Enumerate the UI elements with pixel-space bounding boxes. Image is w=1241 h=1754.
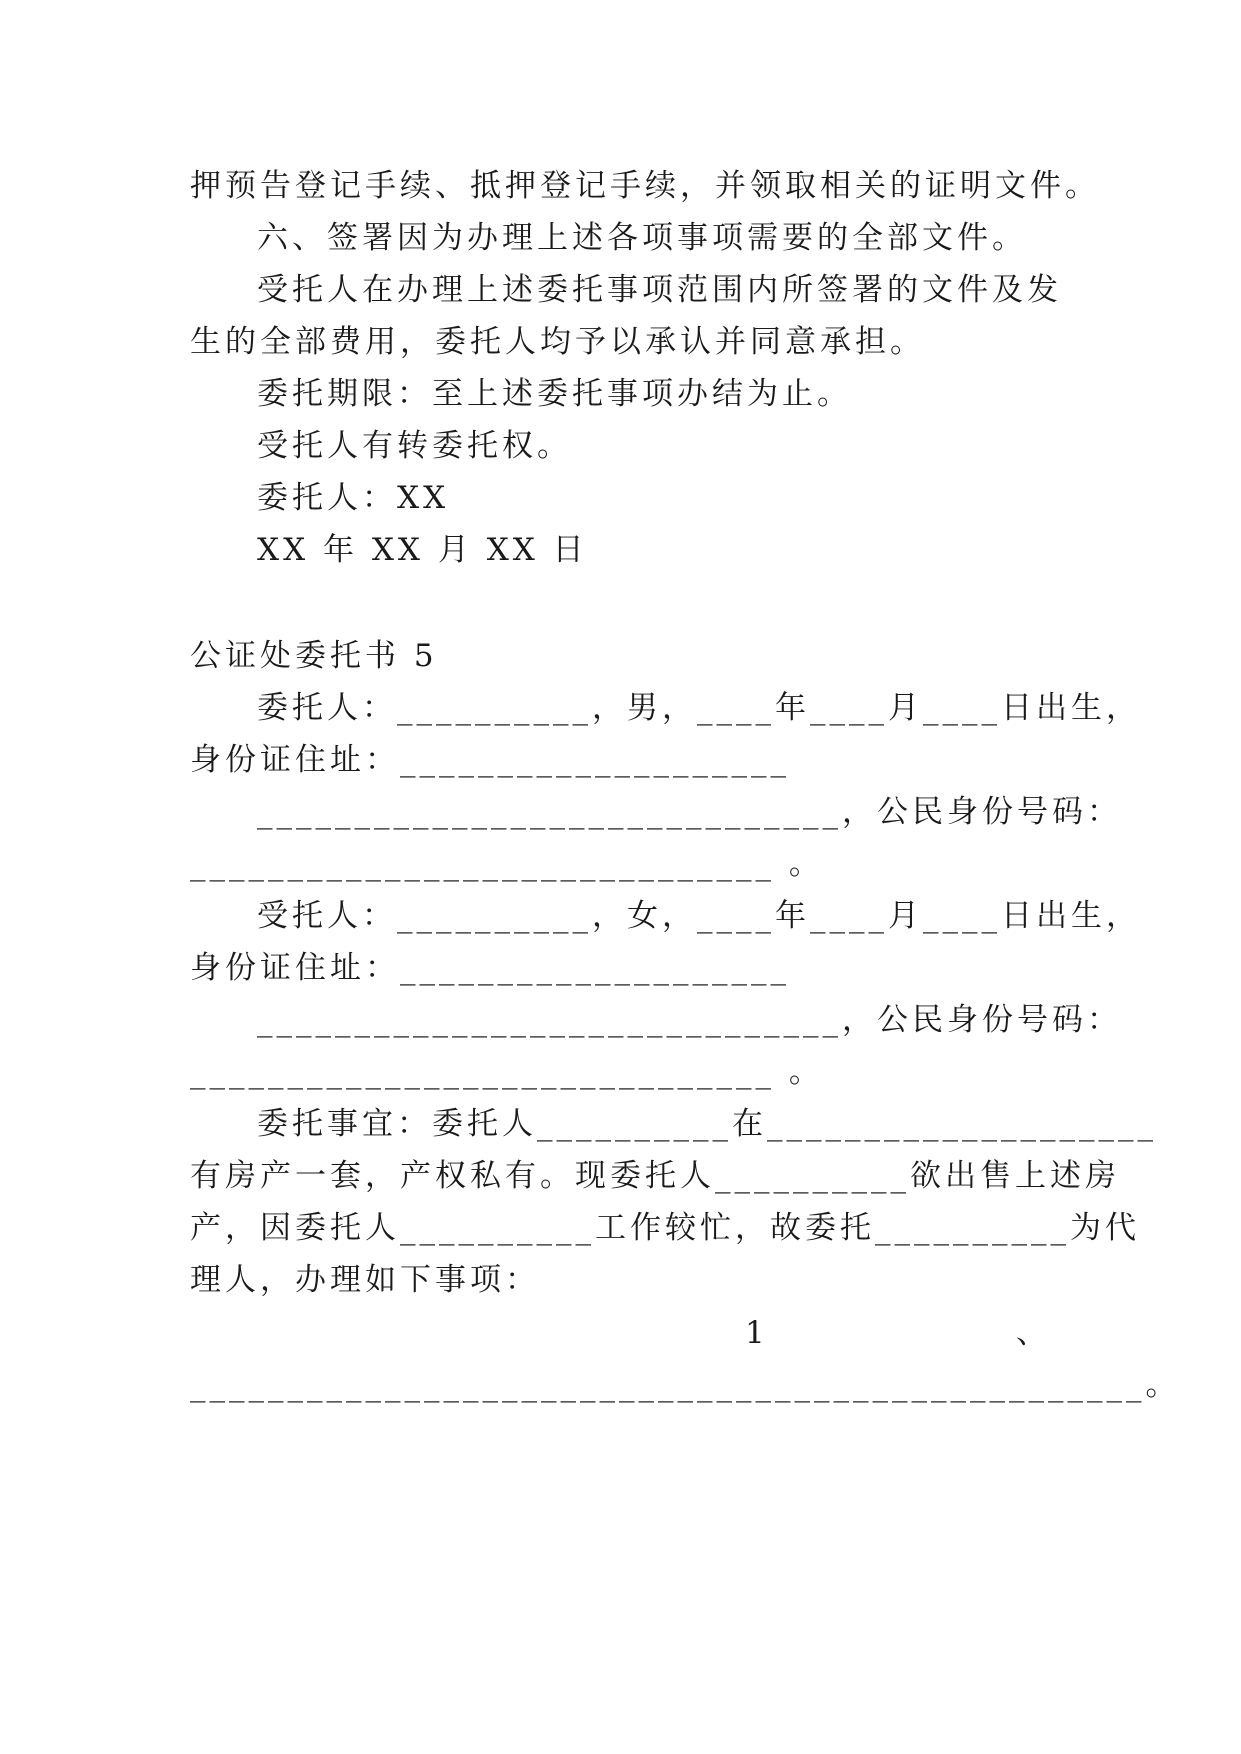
paragraph-line: 有房产一套，产权私有。现委托人__________欲出售上述房 (190, 1158, 1120, 1194)
paragraph-line: 委托期限：至上述委托事项办结为止。 (257, 376, 852, 412)
list-separator: 、 (1016, 1315, 1047, 1351)
paragraph-line: 委托事宜：委托人__________在____________________ (257, 1106, 1157, 1142)
paragraph-line: 受托人有转委托权。 (257, 428, 572, 464)
list-number: 1 (745, 1315, 765, 1351)
paragraph-line: 押预告登记手续、抵押登记手续，并领取相关的证明文件。 (190, 168, 1100, 204)
paragraph-line: 受托人在办理上述委托事项范围内所签署的文件及发 (257, 272, 1062, 308)
paragraph-line: 身份证住址：____________________ (190, 742, 790, 778)
paragraph-line: 身份证住址：____________________ (190, 950, 790, 986)
paragraph-line: 受托人：__________，女，____年____月____日出生， (257, 898, 1141, 934)
paragraph-line: 理人，办理如下事项： (190, 1262, 540, 1298)
paragraph-line: ______________________________，公民身份号码： (257, 1002, 1122, 1038)
paragraph-line: ______________________________ 。 (190, 1054, 824, 1090)
signature-line: 委托人：XX (257, 480, 450, 516)
section-title: 公证处委托书 5 (190, 638, 438, 674)
paragraph-line: _________________________________________________。 (190, 1367, 1181, 1403)
paragraph-line: 产，因委托人__________工作较忙，故委托__________为代 (190, 1210, 1140, 1246)
paragraph-line: 生的全部费用，委托人均予以承认并同意承担。 (190, 324, 925, 360)
date-line: XX 年 XX 月 XX 日 (257, 532, 588, 568)
paragraph-line: 委托人：__________，男，____年____月____日出生， (257, 690, 1141, 726)
paragraph-line: ______________________________，公民身份号码： (257, 794, 1122, 830)
paragraph-line: ______________________________ 。 (190, 846, 824, 882)
paragraph-line: 六、签署因为办理上述各项事项需要的全部文件。 (257, 220, 1027, 256)
